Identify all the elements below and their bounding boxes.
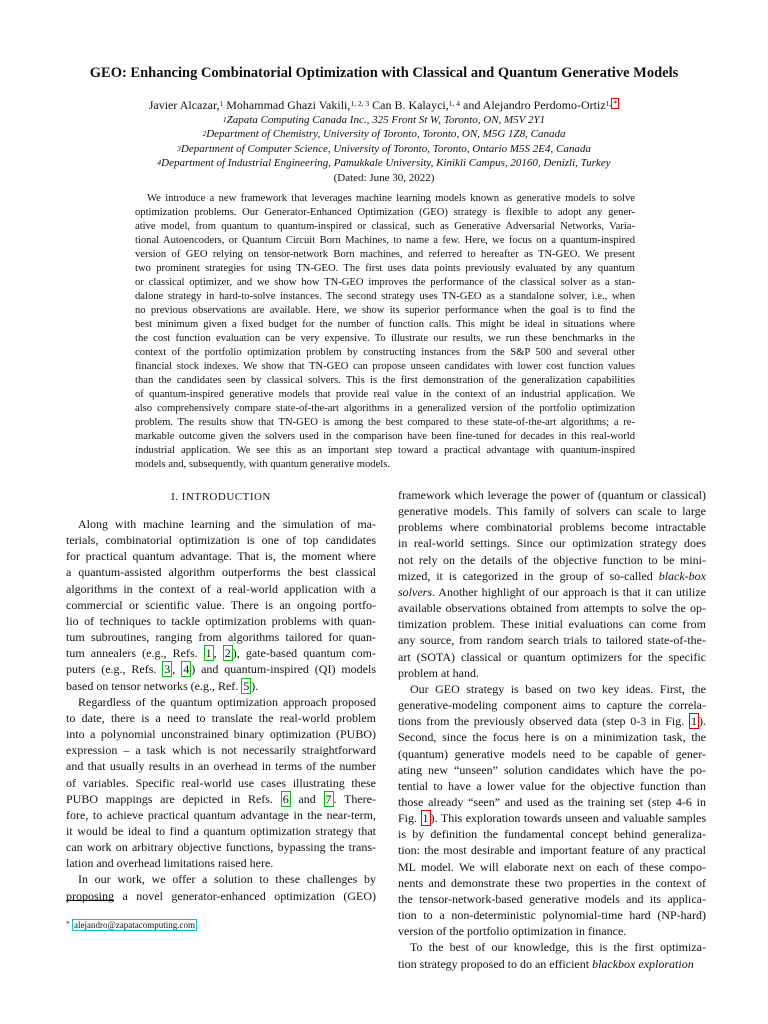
citation-link[interactable]: 1 (205, 646, 212, 661)
citation-link[interactable]: 2 (224, 646, 231, 661)
text-line: version of the portfolio optimization in finance. (398, 924, 627, 939)
affiliation-2: $^2$Department of Chemistry, University of Toronto, Toronto, ON, M5G 1Z8, Canada (202, 128, 566, 140)
text-line: it would be ideal to find a quantum optimization strategy that (66, 823, 376, 838)
right-column (398, 487, 706, 972)
text-line: ML model. We will elaborate next on each of these compo- (398, 859, 706, 874)
left-column (66, 516, 376, 904)
text-line: can work on arbitrary objective functions, bypassing the trans- (66, 840, 376, 855)
text-line: mized, it is categorized in the group of so-called black-box (398, 568, 706, 583)
email-link[interactable]: alejandro@zapatacomputing.com (74, 920, 195, 930)
abstract (135, 192, 635, 472)
text-line: tion: the most desirable and important feature of any practical (398, 843, 706, 858)
footnote-rule (66, 900, 114, 901)
text-line: those already “seen” and used as the training set (step 4-6 in (398, 794, 706, 809)
text-line: Regardless of the quantum optimization approach proposed (78, 694, 376, 709)
text-line: terials, combinatorial optimization is one of top candidates (66, 533, 376, 548)
text-line: Along with machine learning and the simulation of ma- (78, 517, 376, 531)
date-line: (Dated: June 30, 2022) (333, 172, 435, 184)
footnote (66, 920, 197, 930)
text-line: Fig. 1 ). This exploration towards unseen and valuable samples (398, 811, 706, 826)
text-line: lation and overhead limitations raised here. (66, 856, 274, 871)
text-line: Second, since the focus here is on a minimization task, the (398, 730, 706, 745)
paper-title: GEO: Enhancing Combinatorial Optimization with Classical and Quantum Generative Models (89, 65, 679, 81)
text-line: tential to have a lower value for the objective function than (398, 778, 706, 793)
text-line: any source, from random search trials to tailored state-of-the- (398, 633, 706, 648)
author-affil-sup: 1 (219, 99, 224, 108)
text-line: not rely on the details of the objective function to be mini- (398, 552, 706, 567)
abstract-line: best minimum given a fixed budget for the number of function calls. This might be ideal in situations where (135, 319, 635, 330)
text-line: a quantum-assisted algorithm outperforms the best classical (66, 565, 376, 580)
text-line: tion to a non-deterministic polynomial-time hard (NP-hard) (398, 908, 706, 923)
text-line: lio of techniques to tackle optimization problems with quan- (66, 613, 376, 628)
text-line: generative models. This family of solvers can scale to large (398, 504, 706, 519)
citation-link[interactable]: 6 (282, 791, 289, 806)
text-line: proposing a novel generator-enhanced optimization (GEO) (66, 888, 376, 903)
text-line: available observations obtained from attempts to solve the op- (398, 601, 706, 616)
author-name: Can B. Kalayci, (372, 98, 449, 112)
abstract-line: no previous observations are available. Here, we show its superior performance when the goal is to find the (135, 305, 635, 316)
abstract-line: also comprehensively compare state-of-the-art algorithms in a generalized version of the portfolio optimization (135, 403, 635, 414)
text-line: based on tensor networks (e.g., Ref. 5 ). (66, 678, 259, 693)
author-name: and Alejandro Perdomo-Ortiz (463, 98, 606, 112)
citation-link[interactable]: 5 (243, 678, 250, 693)
text-line: of variables. Specific real-world use cases illustrating these (66, 775, 376, 790)
text-line: in real-world settings. Since our optimization strategy does (398, 536, 706, 551)
corresponding-author-link[interactable]: * (613, 99, 618, 108)
abstract-line: industrial application. We see this as an important step toward a practical advantage with quantum-inspired (135, 445, 635, 456)
text-line: Our GEO strategy is based on two key ideas. First, the (410, 681, 706, 696)
abstract-line: dalone strategy in hard-to-solve instances. The second strategy uses TN-GEO as a standalone solver, i.e., when (135, 291, 635, 302)
figure-link[interactable]: 1 (691, 714, 697, 729)
author-affil-sup: 1, * (605, 99, 618, 108)
abstract-line: the cost function evaluation can be very expensive. To illustrate our results, we run these benchmarks in the (135, 333, 635, 344)
text-line: the tensor-network-based generative models and its applica- (398, 891, 706, 906)
abstract-line: than the candidates seen by classical solvers. This is the first demonstration of the generalization capabilities (135, 375, 635, 386)
citation-link[interactable]: 3 (164, 662, 171, 677)
text-line: In our work, we offer a solution to these challenges by (78, 872, 376, 887)
abstract-line: We introduce a new framework that leverages machine learning models known as generative models to solve (147, 193, 635, 204)
text-line: framework which leverage the power of (quantum or classical) (398, 488, 706, 502)
text-line: solvers. Another highlight of our approach is that it can utilize (398, 584, 706, 599)
text-line: into a polynomial unconstrained binary optimization (PUBO) (66, 727, 376, 742)
section-heading: I. INTRODUCTION (171, 491, 271, 503)
text-line: tions from the previously observed data (step 0-3 in Fig. 1 ). (398, 714, 706, 729)
abstract-line: of quantum-inspired generative models that provide real value in the context of an industrial application. We (135, 389, 635, 400)
abstract-line: markable outcome given the solvers used in the comparison have been fine-tuned for decades in this real-world (135, 431, 635, 442)
text-line: fore, to achieve practical quantum advantage in the near-term, (66, 807, 376, 822)
text-line: tum annealers (e.g., Refs. 1 , 2 ), gate-based quantum com- (66, 646, 376, 661)
text-line: and that usually results in an overhead in terms of the number (66, 759, 376, 774)
text-line: PUBO mappings are depicted in Refs. 6 and 7 . There- (66, 791, 376, 806)
text-line: puters (e.g., Refs. 3 , 4 ) and quantum-inspired (QI) models (66, 662, 377, 677)
text-line: commercial or scientific value. There is an ongoing portfo- (66, 597, 376, 612)
text-line: ating new “unseen” solution candidates which have the po- (398, 762, 706, 777)
text-line: tum subroutines, ranging from algorithms tailored for quan- (66, 630, 376, 645)
abstract-line: problem. The results show that TN-GEO is among the best compared to these state-of-the-art algorithms; a re- (135, 417, 635, 428)
text-line: timization problem. These initial evaluations can come from (398, 617, 706, 632)
text-line: generative-modeling component aims to capture the correla- (398, 698, 706, 713)
abstract-line: financial stock indexes. We show that TN-GEO can propose unseen candidates with lower cost function values (135, 361, 635, 372)
text-line: algorithms in the context of a real-world application with a (66, 581, 376, 596)
text-line: (quantum) generative models need to be capable of gener- (398, 746, 706, 761)
abstract-line: context of the portfolio optimization problem by constructing instances from the S&P 500 and several other (135, 347, 635, 358)
abstract-line: models and, subsequently, with quantum generative models. (135, 459, 390, 470)
text-line: for practical quantum advantage. That is, the moment where (66, 549, 376, 564)
text-line: is by definition the fundamental concept behind generaliza- (398, 827, 706, 842)
text-line: art (SOTA) classical or quantum optimizers for the specific (398, 649, 706, 664)
text-line: problem at hand. (398, 665, 479, 680)
affiliation-4: $^4$Department of Industrial Engineering, Pamukkale University, Kinikli Campus, 20160, Denizli, Turkey (157, 157, 611, 169)
author-affil-sup: 1, 2, 3 (350, 99, 370, 108)
footnote-mark: * (66, 919, 70, 928)
text-line: expression – a task which is not necessarily straightforward (66, 743, 376, 758)
citation-link[interactable]: 4 (183, 662, 190, 677)
abstract-line: or classical optimizer, and we show how TN-GEO improves the performance of the classical solver as a stan- (135, 277, 635, 288)
author-affil-sup: 1, 4 (448, 99, 461, 108)
text-line: to date, there is a need to translate the real-world problem (66, 710, 376, 725)
abstract-line: two prominent strategies for using TN-GEO. The first uses data points previously evaluated by any quantum (135, 263, 635, 274)
affiliation-1: $^1$Zapata Computing Canada Inc., 325 Front St W, Toronto, ON, M5V 2Y1 (222, 114, 546, 126)
figure-link[interactable]: 1 (422, 811, 429, 826)
abstract-line: tional Autoencoders, or Quantum Circuit Born Machines, to name a few. Here, we focus on a quantum-inspired (135, 235, 635, 246)
text-line: nents and demonstrate these two properties in the context of (398, 875, 706, 890)
author-list (40, 97, 728, 113)
author-name: Mohammad Ghazi Vakili, (226, 98, 351, 112)
text-line: problems where combinatorial problems become intractable (398, 520, 706, 535)
abstract-line: optimization problems. Our Generator-Enhanced Optimization (GEO) strategy is flexible to adopt any gener- (135, 207, 635, 218)
citation-link[interactable]: 7 (325, 791, 332, 806)
abstract-line: ative model, from quantum to quantum-inspired or classical, such as Generative Adversarial Networks, Varia- (135, 221, 635, 232)
author-name: Javier Alcazar, (148, 98, 220, 112)
abstract-line: version of GEO relying on tensor-network Born machines, and referred to hereafter as TN-GEO. We present (135, 249, 635, 260)
affiliation-3: $^3$Department of Computer Science, University of Toronto, Toronto, Ontario M5S 2E4, Canada (177, 143, 591, 155)
text-line: tion strategy proposed to do an efficient blackbox exploration (398, 956, 694, 971)
text-line: To the best of our knowledge, this is the first optimiza- (410, 940, 706, 955)
